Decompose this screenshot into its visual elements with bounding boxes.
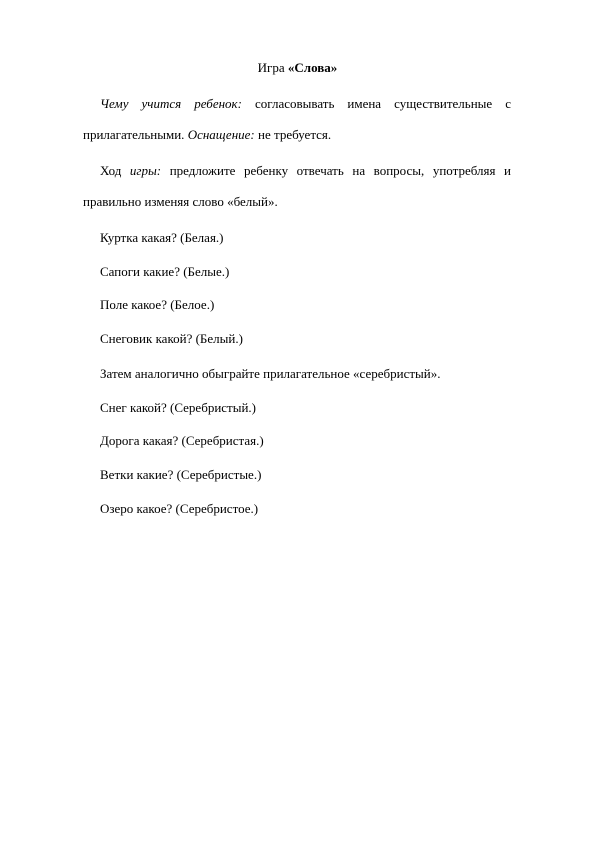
learning-label: Чему учится ребенок: <box>100 96 242 111</box>
procedure-text-cont: правильно изменяя слово «белый». <box>83 194 278 209</box>
game-name: «Слова» <box>287 60 338 75</box>
equipment-label: Оснащение: <box>187 127 255 142</box>
list-item: Дорога какая? (Серебристая.) <box>100 433 264 448</box>
silver-intro: Затем аналогично обыграйте прилагательное «серебристый». <box>100 366 441 381</box>
learning-text-cont: прилагательными. <box>83 127 188 142</box>
list-item: Куртка какая? (Белая.) <box>100 230 224 245</box>
list-item: Ветки какие? (Серебристые.) <box>100 467 262 482</box>
procedure-label: игры: <box>129 163 162 178</box>
learning-text: согласовывать имена существительные с <box>241 96 511 111</box>
list-item: Снег какой? (Серебристый.) <box>100 400 256 415</box>
procedure-line-1 <box>83 163 511 179</box>
procedure-text: предложите ребенку отвечать на вопросы, употребляя и <box>161 163 512 178</box>
procedure-prefix: Ход <box>100 163 130 178</box>
equipment-text: не требуется. <box>254 127 332 142</box>
title-prefix: Игра <box>257 60 288 75</box>
list-item: Сапоги какие? (Белые.) <box>100 264 230 279</box>
page-title <box>0 60 595 76</box>
list-item: Поле какое? (Белое.) <box>100 297 215 312</box>
list-item: Озеро какое? (Серебристое.) <box>100 501 259 516</box>
procedure-line-2 <box>83 194 511 210</box>
list-item: Снеговик какой? (Белый.) <box>100 331 243 346</box>
intro-line-1 <box>83 96 511 112</box>
intro-line-2 <box>83 127 511 143</box>
